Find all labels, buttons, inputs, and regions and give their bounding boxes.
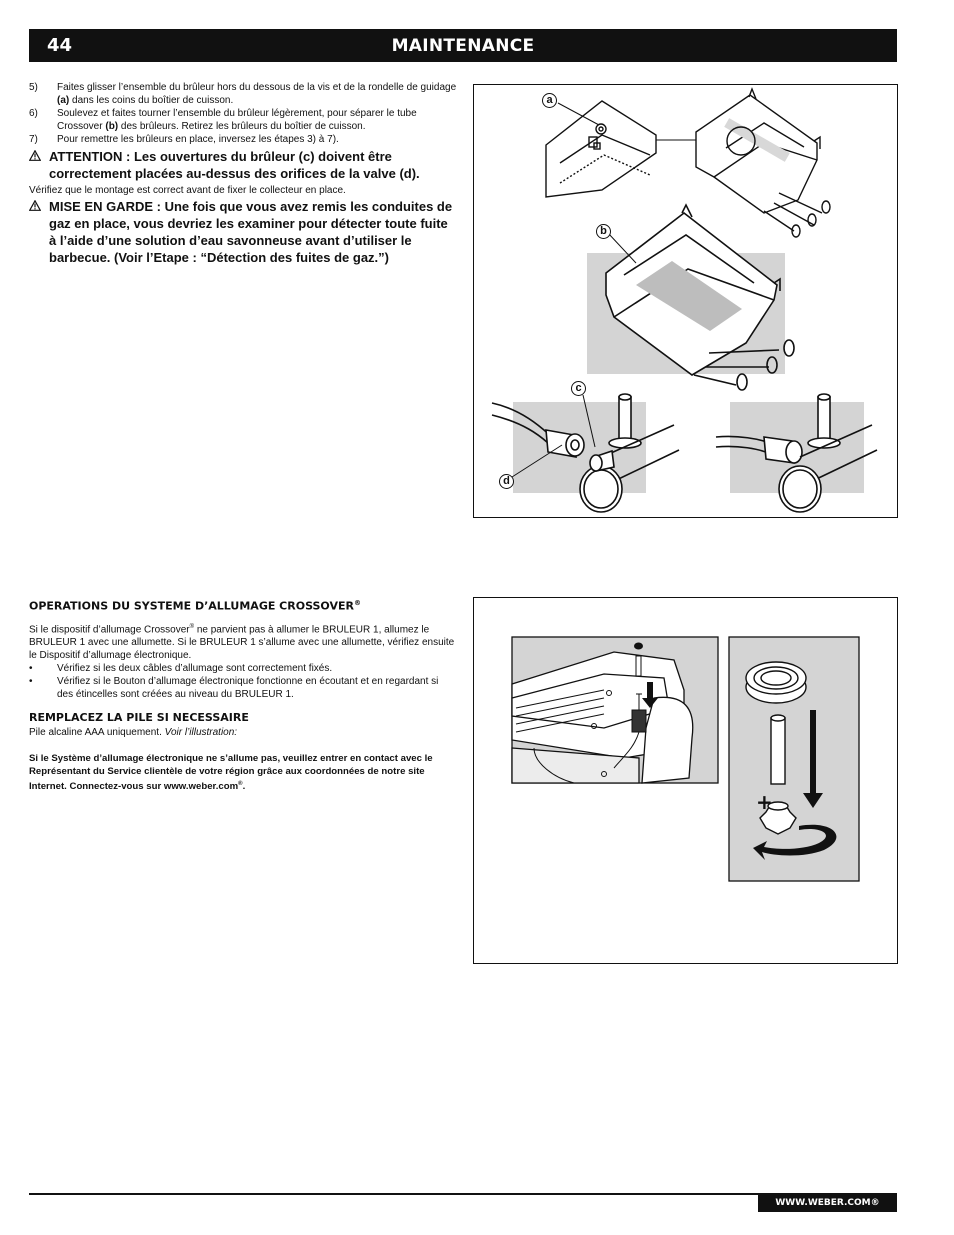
- bullet-icon: •: [29, 662, 33, 674]
- plus-symbol: +: [756, 790, 773, 814]
- step-6: 6) Soulevez et faites tourner l’ensemble du brûleur légèrement, pour séparer le tube Crossover (b) des brûleurs. Retirez les brûleurs du boîtier de cuisson.: [29, 108, 417, 132]
- footer-url: WWW.WEBER.COM®: [758, 1195, 897, 1212]
- ignition-section: [29, 599, 457, 793]
- step-7: 7) Pour remettre les brûleurs en place, inversez les étapes 3) à 7).: [29, 134, 339, 145]
- verify-note: Vérifiez que le montage est correct avant de fixer le collecteur en place.: [29, 185, 346, 196]
- warning-triangle-icon: [29, 148, 49, 182]
- ignition-bullet-1: • Vérifiez si les deux câbles d’allumage sont correctement fixés.: [29, 662, 333, 674]
- warning-triangle-icon: [29, 198, 49, 266]
- ignition-heading: OPERATIONS DU SYSTEME D’ALLUMAGE CROSSOVER®: [29, 599, 361, 613]
- ignition-paragraph: Si le dispositif d’allumage Crossover® ne parvient pas à allumer le BRULEUR 1, allumez le BRULEUR 1 avec une allumette. Si le BRULEUR 1 s’allume avec une allumette, vérifiez ensuite le Dispositif d’allumage électronique.: [29, 623, 455, 661]
- contact-note: Si le Système d’allumage électronique ne s’allume pas, veuillez entrer en contact avec le Représentant du Service clientèle de votre région grâce aux coordonnées de notre site Internet. Connectez-vous sur www.weber.com®.: [29, 752, 433, 793]
- callout-d: d: [499, 474, 514, 489]
- battery-replacement-illustration: [473, 597, 898, 964]
- callout-b: b: [596, 224, 611, 239]
- burner-assembly-illustration: [473, 84, 898, 518]
- step-5: 5) Faites glisser l’ensemble du brûleur hors du dessous de la vis et de la rondelle de guidage (a) dans les coins du boîtier de cuisson.: [29, 82, 457, 106]
- callout-a: a: [542, 93, 557, 108]
- bullet-icon: •: [29, 675, 33, 687]
- page-number: 44: [47, 35, 73, 56]
- burner-removal-instructions: [29, 81, 457, 266]
- warning-note: MISE EN GARDE : Une fois que vous avez remis les conduites de gaz en place, vous devriez les examiner pour détecter toute fuite à l’aide d’une solution d’eau savonneuse avant d’utiliser le barbecue. (Voir l’Etape : “Détection des fuites de gaz.”): [29, 198, 457, 266]
- callout-c: c: [571, 381, 586, 396]
- battery-heading: REMPLACEZ LA PILE SI NECESSAIRE: [29, 710, 249, 724]
- ignition-bullet-2: • Vérifiez si le Bouton d’allumage électronique fonctionne en écoutant et en regardant si des étincelles sont créées au niveau du BRULEUR 1.: [29, 675, 439, 700]
- battery-text: Pile alcaline AAA uniquement. Voir l’illustration:: [29, 726, 238, 738]
- attention-note: ATTENTION : Les ouvertures du brûleur (c) doivent être correctement placées au-dessus des orifices de la valve (d).: [29, 148, 457, 182]
- page-title: MAINTENANCE: [391, 36, 535, 56]
- page-header: [29, 29, 897, 62]
